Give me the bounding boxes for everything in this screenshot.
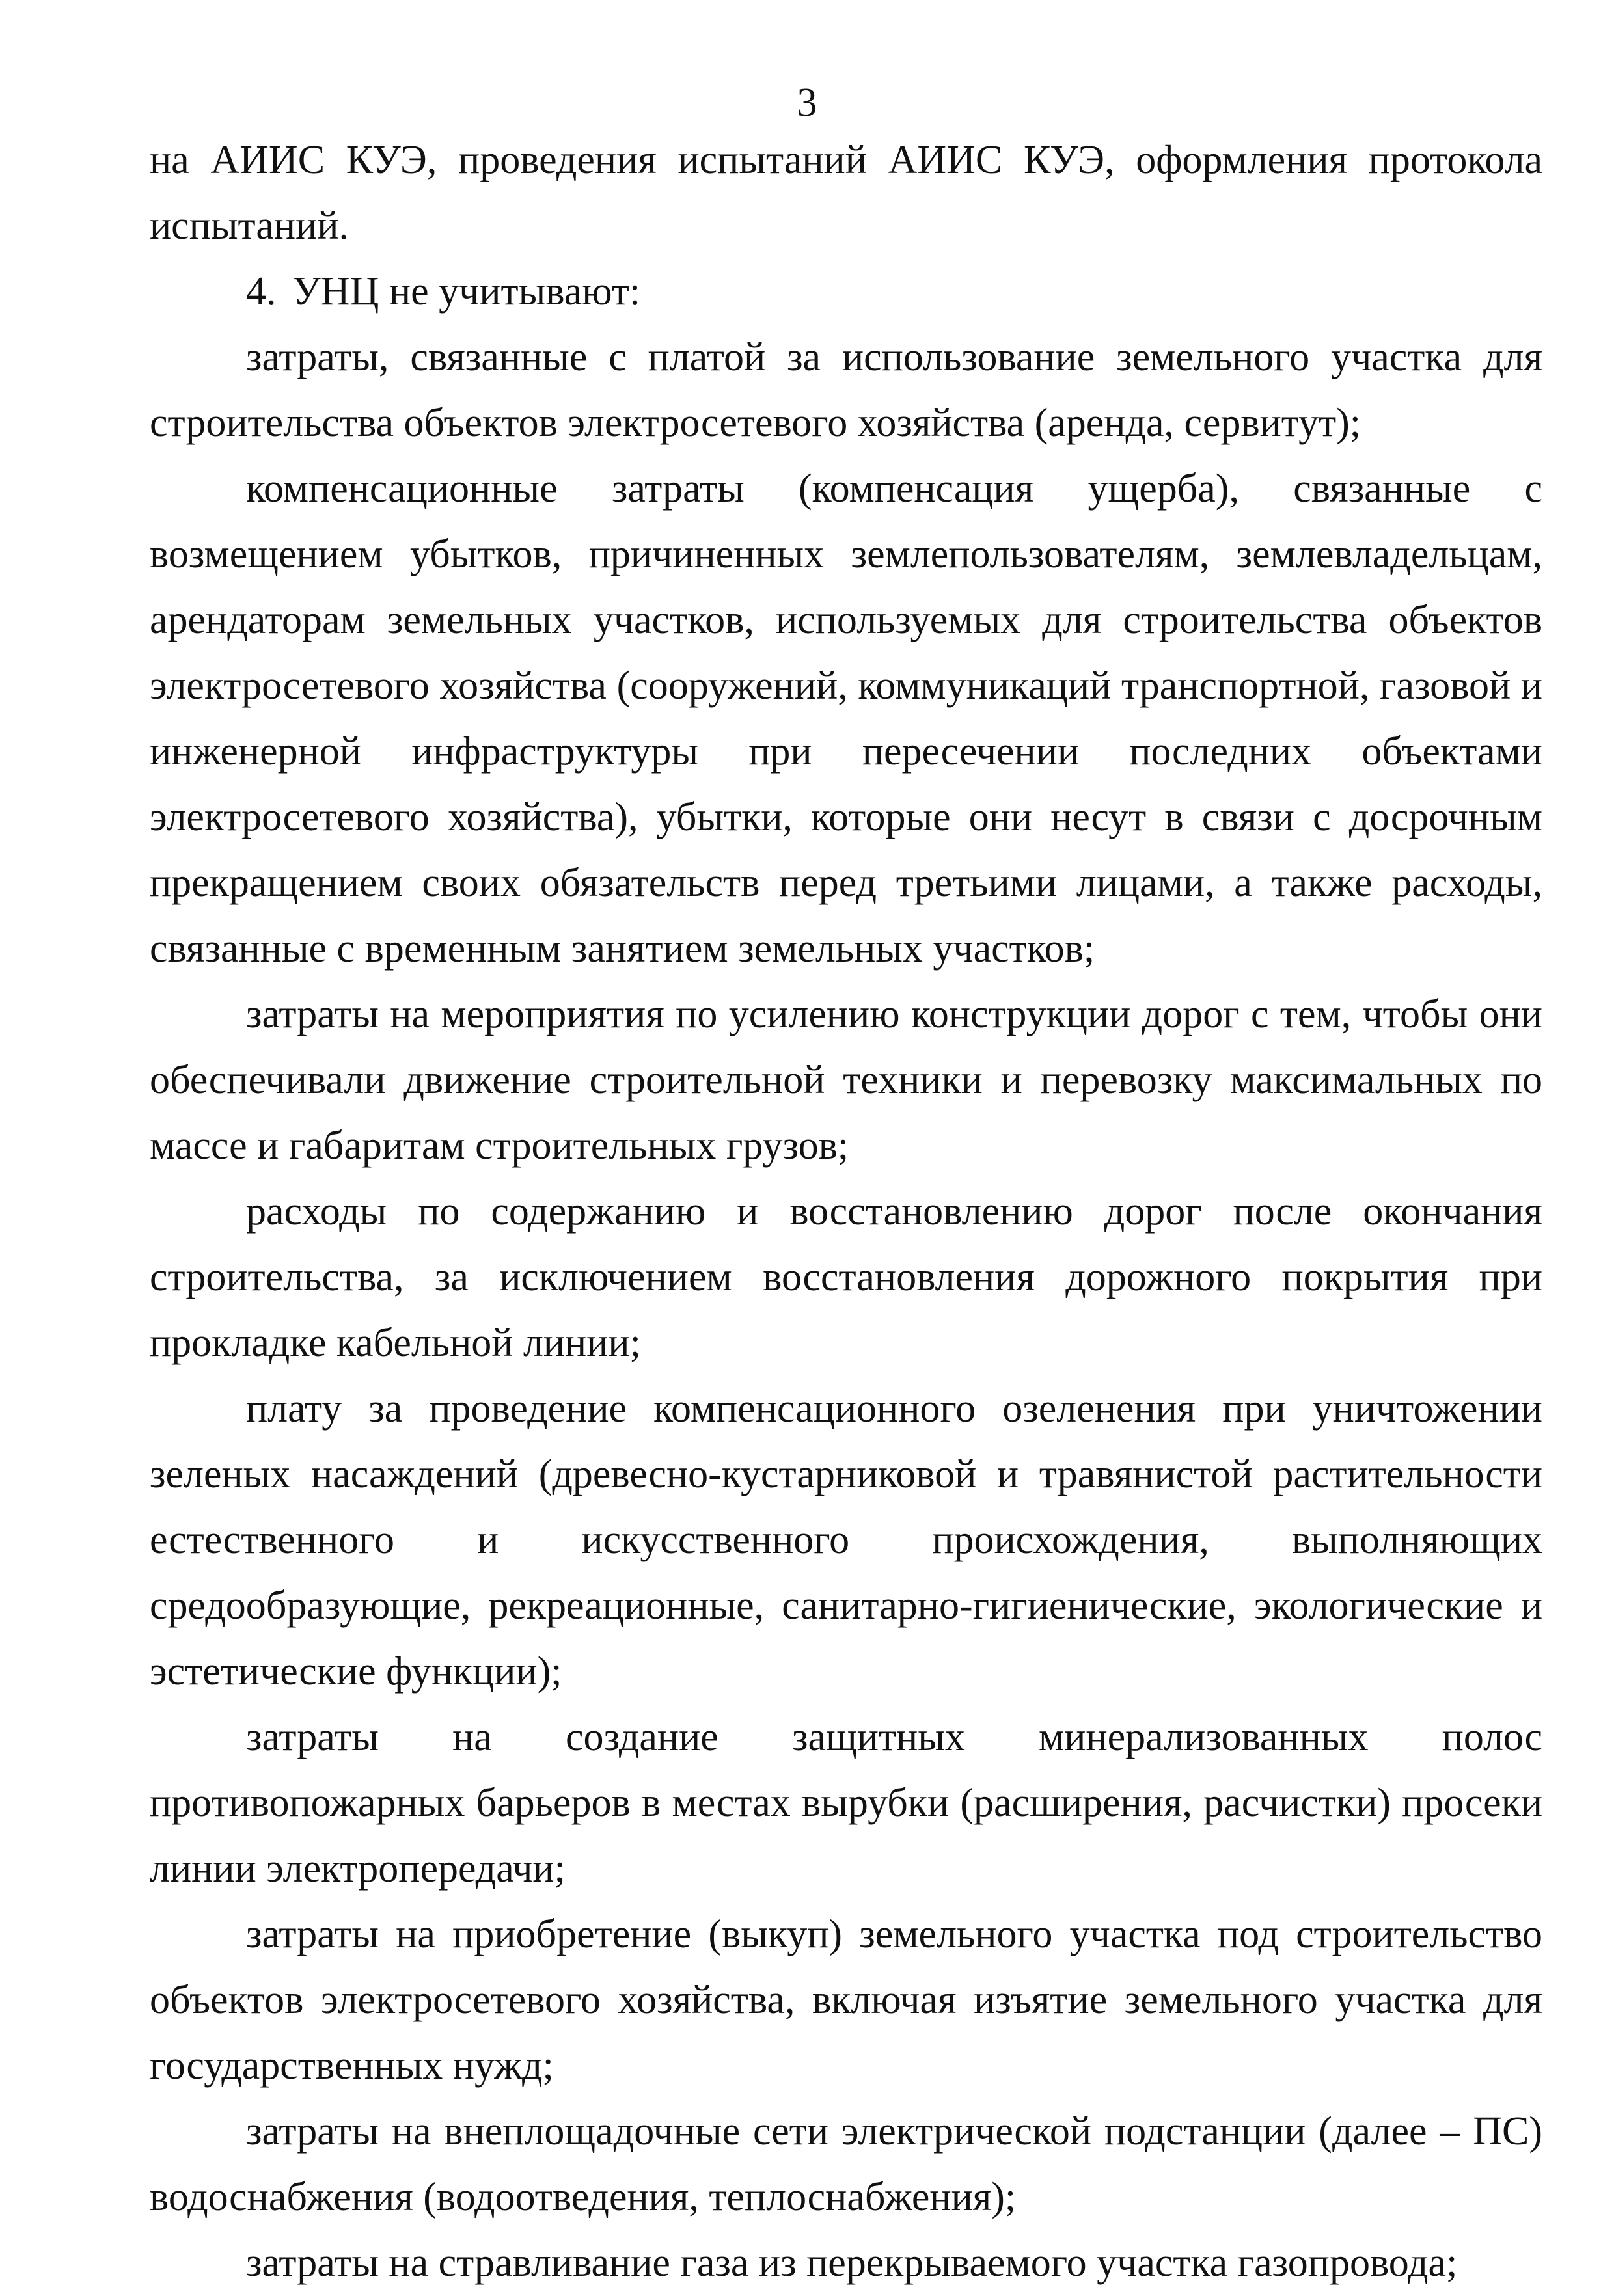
list-item-4 — [150, 259, 1542, 325]
paragraph: плату за проведение компенсационного озеленения при уничтожении зеленых насаждений (древесно-кустарниковой и травянистой растительности естественного и искусственного происхождения, выполняющих средообразующие, рекреационные, санитарно-гигиенические, экологические и эстетические функции); — [150, 1386, 1542, 1694]
paragraph: компенсационные затраты (компенсация ущерба), связанные с возмещением убытков, причиненных землепользователям, землевладельцам, арендаторам земельных участков, используемых для строительства объектов электросетевого хозяйства (сооружений, коммуникаций транспортной, газовой и инженерной инфраструктуры при пересечении последних объектами электросетевого хозяйства), убытки, которые они несут в связи с досрочным прекращением своих обязательств перед третьими лицами, а также расходы, связанные с временным занятием земельных участков; — [150, 466, 1542, 971]
document-body — [150, 128, 1542, 2296]
paragraph: затраты на мероприятия по усилению конструкции дорог с тем, чтобы они обеспечивали движение строительной техники и перевозку максимальных по массе и габаритам строительных грузов; — [150, 992, 1542, 1168]
paragraph: затраты на внеплощадочные сети электрической подстанции (далее – ПС) водоснабжения (водоотведения, теплоснабжения); — [150, 2109, 1542, 2219]
list-item-text: УНЦ не учитывают: — [292, 269, 641, 314]
paragraph: затраты, связанные с платой за использование земельного участка для строительства объектов электросетевого хозяйства (аренда, сервитут); — [150, 335, 1542, 445]
continued-paragraph: на АИИС КУЭ, проведения испытаний АИИС КУЭ, оформления протокола испытаний. — [150, 138, 1542, 248]
paragraph: затраты на приобретение (выкуп) земельного участка под строительство объектов электросетевого хозяйства, включая изъятие земельного участка для государственных нужд; — [150, 1912, 1542, 2088]
page-number: 3 — [797, 81, 817, 125]
paragraph: затраты на стравливание газа из перекрываемого участка газопровода; — [246, 2241, 1458, 2285]
paragraph: затраты на создание защитных минерализованных полос противопожарных барьеров в местах вырубки (расширения, расчистки) просеки линии электропередачи; — [150, 1715, 1542, 1891]
list-item-number: 4. — [246, 269, 277, 314]
paragraph: расходы по содержанию и восстановлению дорог после окончания строительства, за исключением восстановления дорожного покрытия при прокладке кабельной линии; — [150, 1189, 1542, 1365]
